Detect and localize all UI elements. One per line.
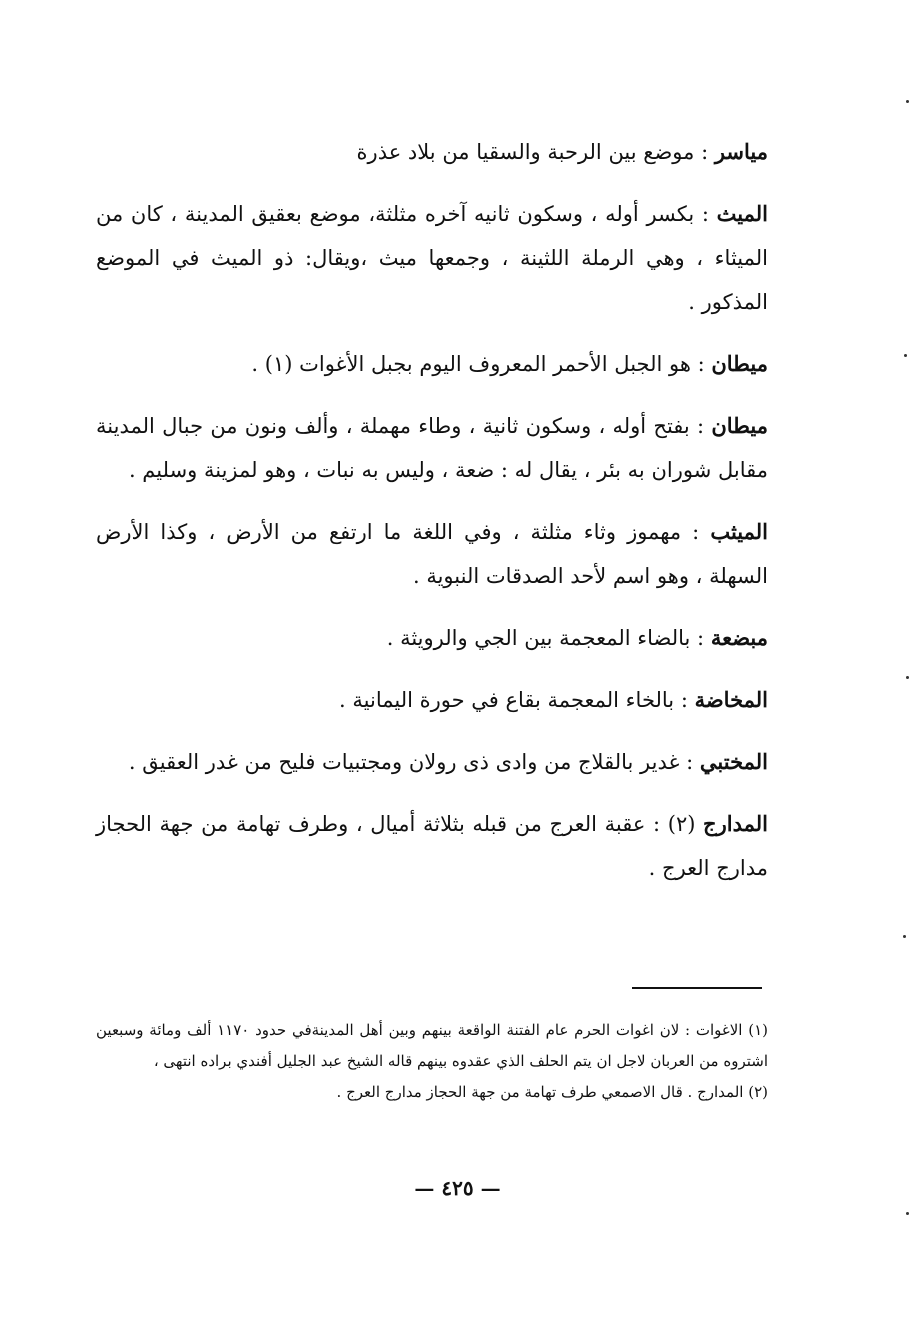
entry-text: : مهموز وثاء مثلثة ، وفي اللغة ما ارتفع من الأرض ، وكذا الأرض السهلة ، وهو اسم لأحد الصدقات النبوية . (96, 520, 768, 588)
scan-speck (906, 100, 909, 103)
entry-text: : هو الجبل الأحمر المعروف اليوم بجبل الأغوات (١) . (251, 352, 712, 376)
entry-text: : بالخاء المعجمة بقاع في حورة اليمانية . (339, 688, 695, 712)
scan-speck (906, 1212, 909, 1215)
entry (96, 192, 768, 324)
entry-headword: ميطان (711, 413, 768, 438)
entry-text: : بفتح أوله ، وسكون ثانية ، وطاء مهملة ، وألف ونون من جبال المدينة مقابل شوران به بئر ، يقال له : ضعة ، وليس به نبات ، وهو لمزينة وسليم . (96, 414, 768, 482)
entry-text: : بالضاء المعجمة بين الجي والرويثة . (386, 626, 711, 650)
entry (96, 404, 768, 492)
entry-text: : غدير بالقلاج من وادى ذى رولان ومجتبيات فليح من غدر العقيق . (128, 750, 700, 774)
entry-headword: المختبي (699, 749, 768, 774)
entry (96, 678, 768, 722)
entry-headword: المخاضة (694, 687, 768, 712)
entry-headword: الميثب (710, 519, 768, 544)
footnotes (96, 1015, 768, 1108)
entry-headword: المدارج (703, 811, 768, 836)
scan-speck (903, 935, 906, 938)
scan-speck (906, 676, 909, 679)
entry (96, 802, 768, 890)
entry-headword: ميطان (711, 351, 768, 376)
page-number: — ٤٢٥ — (414, 1176, 501, 1200)
entry-headword: مياسر (714, 139, 768, 164)
entry (96, 130, 768, 174)
entries-list (96, 130, 768, 908)
footnote: (١) الاغوات : لان اغوات الحرم عام الفتنة الواقعة بينهم وبين أهل المدينةفي حدود ١١٧٠ ألف ومائة وسبعين اشتروه من العربان لاجل ان يتم الحلف الذي عقدوه بينهم قاله الشيخ عبد الجليل أفندي براده انتهى ، (96, 1021, 768, 1070)
footnote: (٢) المدارج . قال الاصمعي طرف تهامة من جهة الحجاز مدارج العرج . (336, 1083, 768, 1101)
entry-text: : بكسر أوله ، وسكون ثانيه آخره مثلثة، موضع بعقيق المدينة ، كان من الميثاء ، وهي الرملة اللثينة ، وجمعها ميث ،ويقال: ذو الميث في الموضع المذكور . (96, 202, 768, 314)
footnote-separator (632, 987, 762, 989)
entry-headword: الميث (716, 201, 768, 226)
entry (96, 740, 768, 784)
entry (96, 510, 768, 598)
entry (96, 616, 768, 660)
entry-text: (٢) : عقبة العرج من قبله بثلاثة أميال ، وطرف تهامة من جهة الحجاز مدارج العرج . (96, 812, 768, 880)
entry-headword: مبضعة (710, 625, 768, 650)
entry (96, 342, 768, 386)
entry-text: : موضع بين الرحبة والسقيا من بلاد عذرة (356, 140, 715, 164)
scan-speck (904, 354, 907, 357)
